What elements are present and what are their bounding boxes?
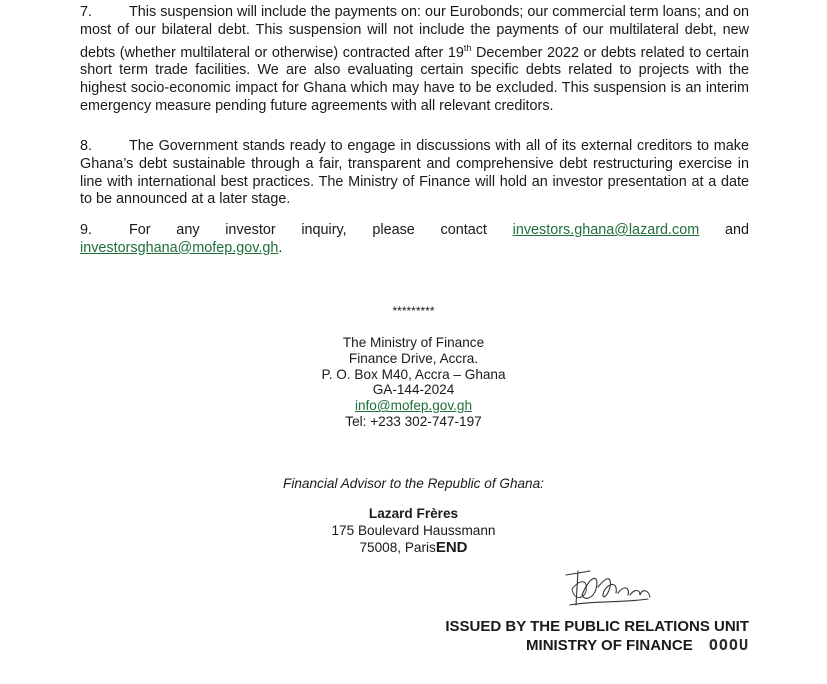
signature-image <box>560 565 660 613</box>
end-marker: END <box>435 539 468 557</box>
period-text: . <box>278 239 283 256</box>
ministry-address <box>0 335 827 430</box>
paragraph-7 <box>80 4 749 116</box>
lazard-city: 75008, Paris <box>359 540 436 556</box>
paragraph-text-cont: December 2022 or debts related to certain short term trade facilities. We are also evaluating certain specific debts related to projects with the highest socio-economic impact for Ghana which may have to be excluded. This suspension is an interim emergency measure pending future agreements with all relevant creditors. <box>80 44 749 114</box>
lazard-street: 175 Boulevard Haussmann <box>331 523 496 539</box>
issued-by-line: ISSUED BY THE PUBLIC RELATIONS UNIT <box>445 618 749 635</box>
paragraph-8 <box>80 138 749 209</box>
stamp-glyphs: OOOU <box>708 636 749 654</box>
paragraph-number: 7. <box>80 4 93 20</box>
advisor-heading: Financial Advisor to the Republic of Ghana: <box>283 476 544 491</box>
lazard-name: Lazard Frères <box>368 506 459 521</box>
paragraph-9 <box>80 222 749 258</box>
ministry-street: Finance Drive, Accra. <box>348 350 479 366</box>
lazard-email-link[interactable]: investors.ghana@lazard.com <box>512 222 700 238</box>
ministry-name: The Ministry of Finance <box>342 335 485 350</box>
conjunction-text: and <box>699 222 749 238</box>
paragraph-number: 9. <box>80 222 93 238</box>
ministry-digital-address: GA-144-2024 <box>372 382 455 398</box>
ministry-pobox: P. O. Box M40, Accra – Ghana <box>321 366 506 382</box>
ministry-email-link[interactable]: info@mofep.gov.gh <box>354 398 473 414</box>
paragraph-text: The Government stands ready to engage in discussions with all of its external creditors to make Ghana’s debt sustainable through a fair, transparent and comprehensive debt restructuring exercise in line with international best practices. The Ministry of Finance will hold an investor presentation at a date to be announced at a later stage. <box>80 138 749 208</box>
separator-stars: ********* <box>392 304 435 318</box>
ministry-telephone: Tel: +233 302-747-197 <box>345 413 482 429</box>
mofep-investor-email-link[interactable]: investorsghana@mofep.gov.gh <box>80 239 279 256</box>
paragraph-text: For any investor inquiry, please contact <box>129 222 513 238</box>
lazard-address <box>0 505 827 557</box>
superscript: th <box>463 42 472 53</box>
paragraph-text: This suspension will include the payments on: our Eurobonds; our commercial term loans; and on most of our bilateral debt. This suspension will not include the payments of our multilateral debt, new debts (whether multilateral or otherwise) contracted after 19 <box>80 4 749 61</box>
paragraph-number: 8. <box>80 138 93 154</box>
issued-by-block <box>445 617 749 655</box>
ministry-line: MINISTRY OF FINANCE <box>526 637 693 654</box>
